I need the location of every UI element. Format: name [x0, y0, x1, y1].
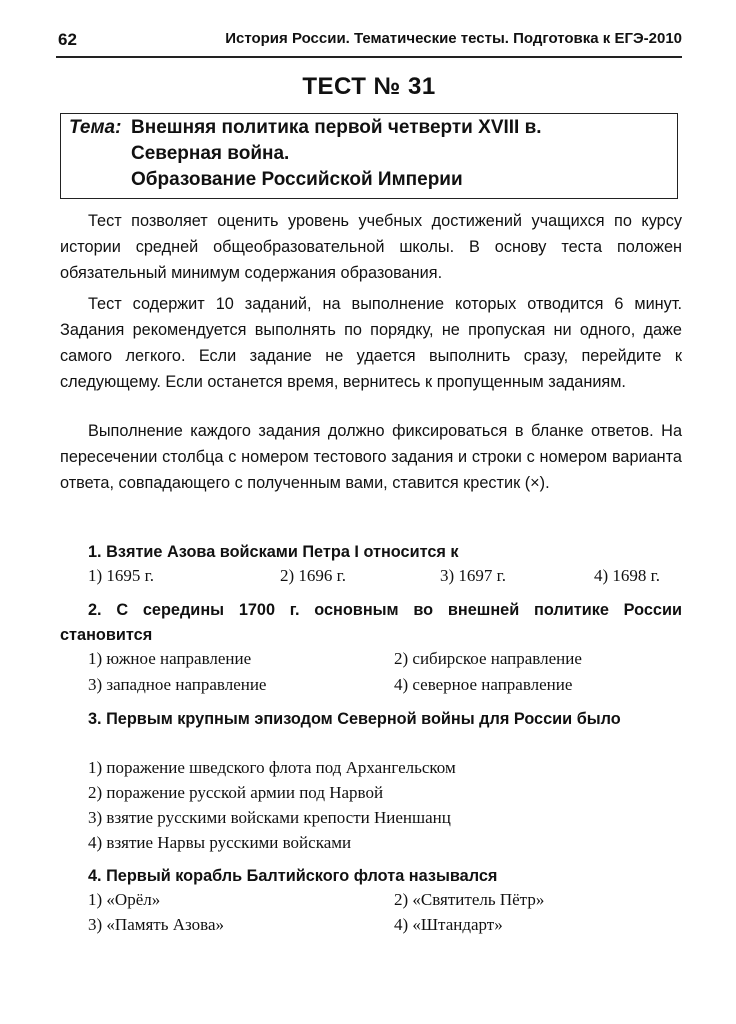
question-title: 3. Первым крупным эпизодом Северной войны для России было [88, 710, 621, 728]
answer-option: 3) западное направление [88, 675, 267, 694]
answer-option: 2) сибирское направление [394, 649, 582, 668]
answer-option: 2) 1696 г. [280, 566, 346, 585]
answer-option: 3) «Память Азова» [88, 915, 224, 934]
page-number: 62 [58, 30, 77, 49]
question-title: 4. Первый корабль Балтийского флота назывался [88, 867, 498, 885]
test-title: ТЕСТ № 31 [302, 73, 436, 100]
running-header: История России. Тематические тесты. Подготовка к ЕГЭ-2010 [225, 30, 682, 47]
intro-paragraph: Выполнение каждого задания должно фиксироваться в бланке ответов. На пересечении столбца с номером тестового задания и строки с номером варианта ответа, совпадающего с полученным вами, ставится крестик (×). [60, 422, 682, 492]
answer-option: 4) взятие Нарвы русскими войсками [88, 833, 352, 852]
answer-option: 4) 1698 г. [594, 566, 660, 585]
answer-option: 1) «Орёл» [88, 890, 161, 909]
topic-label: Тема: [69, 117, 122, 138]
topic-line: Внешняя политика первой четверти XVIII в. [131, 117, 542, 138]
answer-option: 4) северное направление [394, 675, 573, 694]
answer-option: 2) поражение русской армии под Нарвой [88, 783, 384, 802]
intro-paragraph: Тест содержит 10 заданий, на выполнение которых отводится 6 минут. Задания рекомендуется выполнять по порядку, не пропуская ни одного, даже самого легкого. Если задание не удается выполнить сразу, перейдите к следующему. Если останется время, вернитесь к пропущенным заданиям. [60, 295, 682, 391]
topic-line: Северная война. [131, 143, 290, 164]
answer-option: 4) «Штандарт» [394, 915, 503, 934]
topic-line: Образование Российской Империи [131, 169, 463, 190]
intro-paragraph: Тест позволяет оценить уровень учебных достижений учащихся по курсу истории средней общеобразовательной школы. В основу теста положен обязательный минимум содержания образования. [60, 212, 682, 282]
header-divider [56, 56, 682, 58]
question-title: 2. С середины 1700 г. основным во внешней политике России становится [60, 601, 682, 644]
answer-option: 3) взятие русскими войсками крепости Ниеншанц [88, 808, 451, 827]
answer-option: 1) южное направление [88, 649, 252, 668]
answer-option: 1) 1695 г. [88, 566, 154, 585]
answer-option: 1) поражение шведского флота под Архангельском [88, 758, 456, 777]
question-title: 1. Взятие Азова войсками Петра I относится к [88, 543, 459, 561]
answer-option: 2) «Святитель Пётр» [394, 890, 545, 909]
answer-option: 3) 1697 г. [440, 566, 506, 585]
topic-box [60, 113, 678, 199]
